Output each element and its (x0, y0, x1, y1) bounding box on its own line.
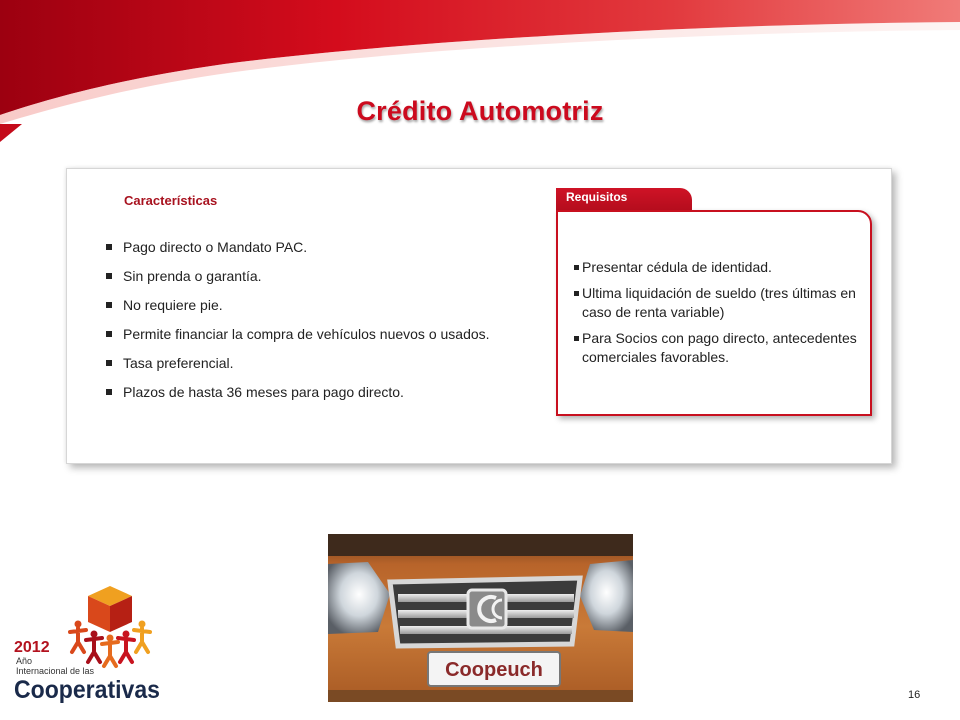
requirements-list (574, 258, 864, 374)
header-swoosh (0, 0, 960, 150)
plate-text: Coopeuch (445, 659, 543, 681)
car-photo (328, 534, 633, 702)
cooperativas-2012-logo (10, 580, 170, 705)
list-item: No requiere pie. (106, 296, 490, 315)
list-item: Ultima liquidación de sueldo (tres últimas en caso de renta variable) (574, 284, 864, 322)
slide-title: Crédito Automotriz (356, 96, 604, 126)
requirements-heading: Requisitos (566, 190, 628, 204)
list-item: Pago directo o Mandato PAC. (106, 238, 490, 257)
logo-line2: Internacional de las (16, 666, 95, 676)
list-item: Permite financiar la compra de vehículos nuevos o usados. (106, 325, 490, 344)
features-heading: Características (124, 193, 218, 208)
logo-year: 2012 (14, 639, 50, 656)
list-item: Sin prenda o garantía. (106, 267, 490, 286)
list-item: Para Socios con pago directo, antecedentes comerciales favorables. (574, 329, 864, 367)
logo-line3: Cooperativas (14, 676, 160, 704)
list-item: Tasa preferencial. (106, 354, 490, 373)
list-item: Plazos de hasta 36 meses para pago directo. (106, 383, 490, 402)
list-item: Presentar cédula de identidad. (574, 258, 864, 277)
logo-line1: Año (16, 656, 33, 666)
features-list (106, 238, 490, 412)
page-number: 16 (908, 689, 921, 701)
